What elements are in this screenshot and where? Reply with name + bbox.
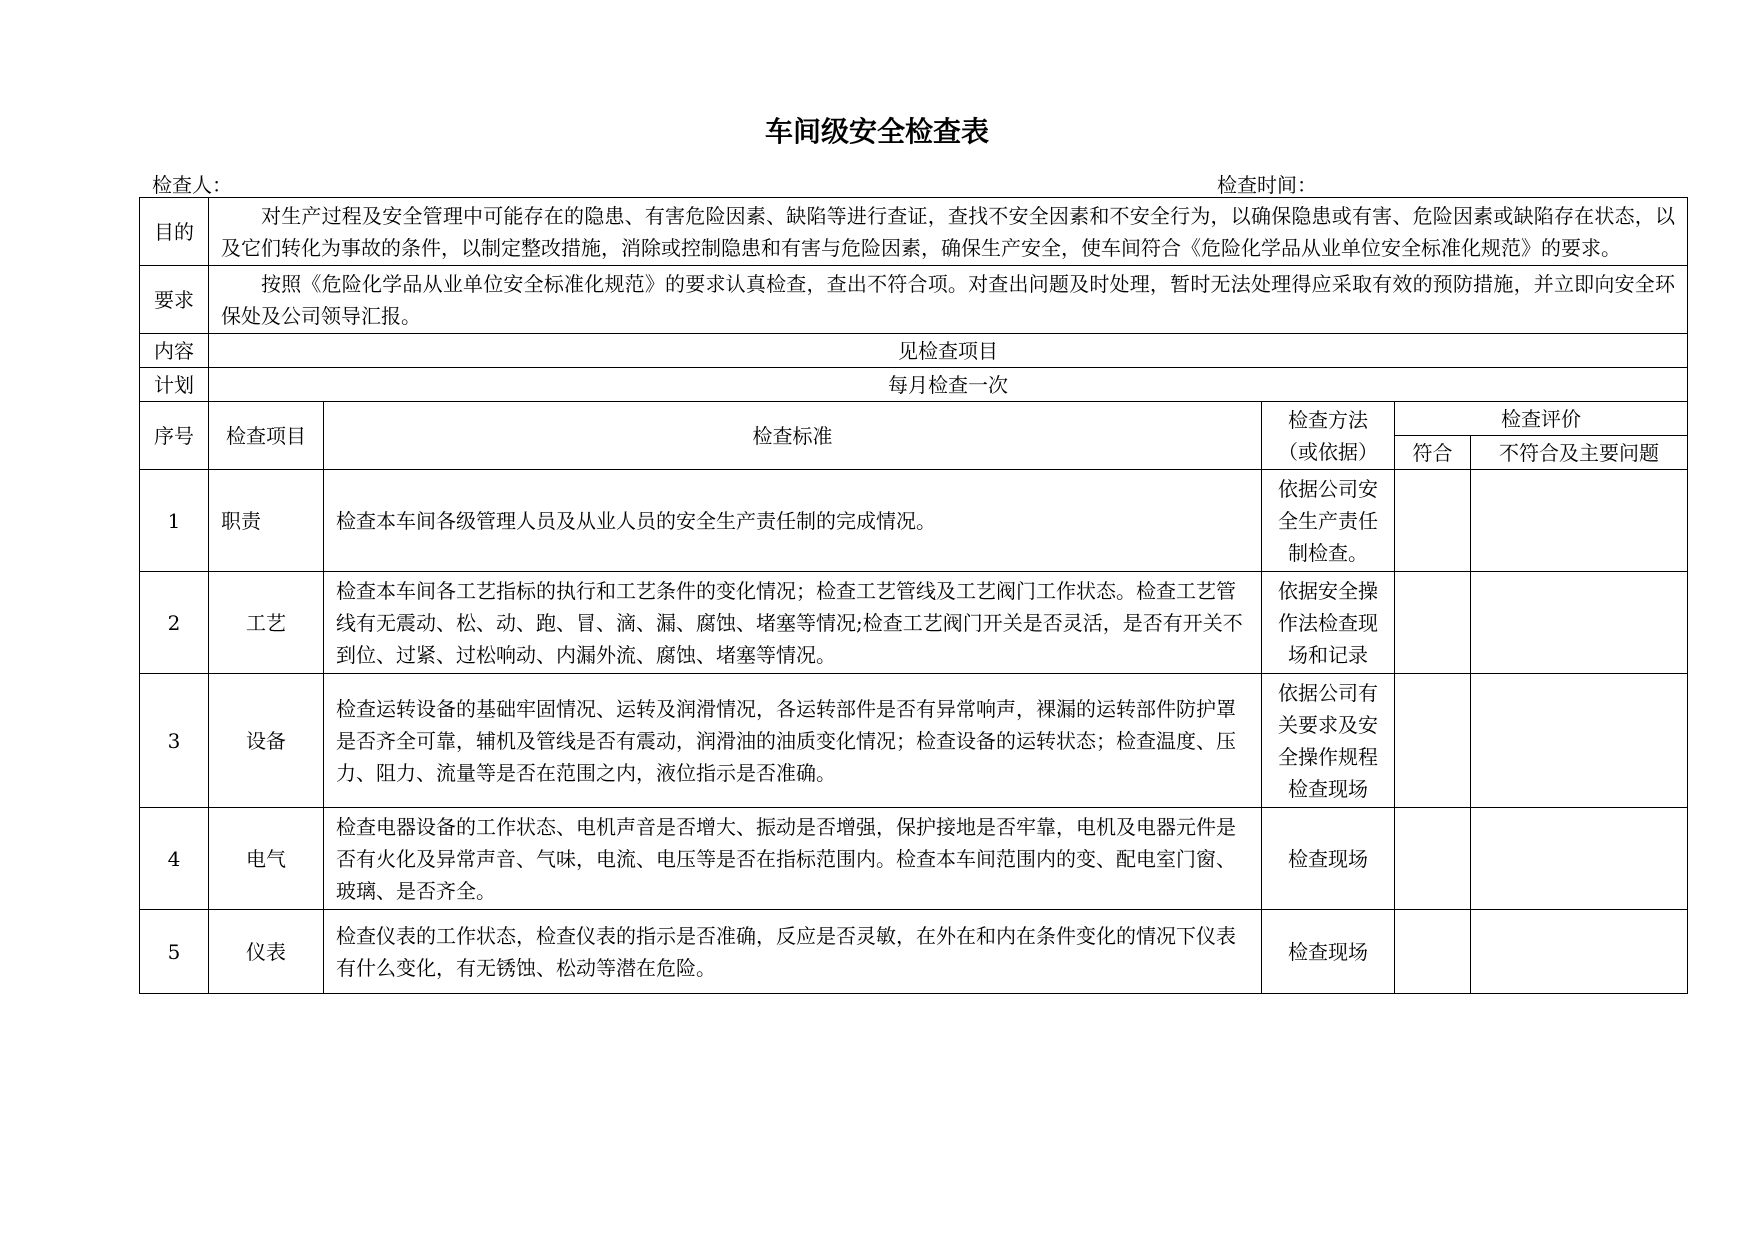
row-nonconform-cell bbox=[1471, 470, 1688, 572]
row-conform-cell bbox=[1395, 572, 1471, 674]
header-evaluation: 检查评价 bbox=[1395, 402, 1688, 436]
table-row bbox=[140, 572, 1688, 674]
row-conform-cell bbox=[1395, 470, 1471, 572]
row-nonconform-cell bbox=[1471, 808, 1688, 910]
inspection-time-label: 检查时间： bbox=[1217, 173, 1317, 197]
row-method: 依据公司安全生产责任制检查。 bbox=[1262, 470, 1395, 572]
content-row bbox=[140, 334, 1688, 368]
row-nonconform-cell bbox=[1471, 910, 1688, 994]
table-row bbox=[140, 470, 1688, 572]
row-no: 1 bbox=[140, 470, 209, 572]
content-label: 内容 bbox=[140, 334, 209, 368]
row-method: 检查现场 bbox=[1262, 808, 1395, 910]
purpose-text: 对生产过程及安全管理中可能存在的隐患、有害危险因素、缺陷等进行查证，查找不安全因素和不安全行为，以确保隐患或有害、危险因素或缺陷存在状态，以及它们转化为事故的条件，以制定整改措施，消除或控制隐患和有害与危险因素，确保生产安全，使车间符合《危险化学品从业单位安全标准化规范》的要求。 bbox=[209, 198, 1688, 266]
row-item: 职责 bbox=[209, 470, 324, 572]
table-row bbox=[140, 910, 1688, 994]
header-nonconform: 不符合及主要问题 bbox=[1471, 436, 1688, 470]
row-standard: 检查电器设备的工作状态、电机声音是否增大、振动是否增强，保护接地是否牢靠，电机及电器元件是否有火化及异常声音、气味，电流、电压等是否在指标范围内。检查本车间范围内的变、配电室门窗、玻璃、是否齐全。 bbox=[324, 808, 1262, 910]
row-method: 依据公司有关要求及安全操作规程检查现场 bbox=[1262, 674, 1395, 808]
row-standard: 检查运转设备的基础牢固情况、运转及润滑情况，各运转部件是否有异常响声，裸漏的运转部件防护罩是否齐全可靠，辅机及管线是否有震动，润滑油的油质变化情况；检查设备的运转状态；检查温度、压力、阻力、流量等是否在范围之内，液位指示是否准确。 bbox=[324, 674, 1262, 808]
plan-row bbox=[140, 368, 1688, 402]
requirement-text: 按照《危险化学品从业单位安全标准化规范》的要求认真检查，查出不符合项。对查出问题及时处理，暂时无法处理得应采取有效的预防措施，并立即向安全环保处及公司领导汇报。 bbox=[209, 266, 1688, 334]
content-text: 见检查项目 bbox=[209, 334, 1688, 368]
plan-text: 每月检查一次 bbox=[209, 368, 1688, 402]
row-conform-cell bbox=[1395, 910, 1471, 994]
header-method: 检查方法（或依据） bbox=[1262, 402, 1395, 470]
requirement-label: 要求 bbox=[140, 266, 209, 334]
page-title: 车间级安全检查表 bbox=[764, 115, 989, 148]
row-nonconform-cell bbox=[1471, 674, 1688, 808]
row-method: 依据安全操作法检查现场和记录 bbox=[1262, 572, 1395, 674]
row-item: 设备 bbox=[209, 674, 324, 808]
header-conform: 符合 bbox=[1395, 436, 1471, 470]
header-no: 序号 bbox=[140, 402, 209, 470]
row-method: 检查现场 bbox=[1262, 910, 1395, 994]
row-conform-cell bbox=[1395, 674, 1471, 808]
row-item: 工艺 bbox=[209, 572, 324, 674]
row-conform-cell bbox=[1395, 808, 1471, 910]
row-no: 4 bbox=[140, 808, 209, 910]
row-item: 仪表 bbox=[209, 910, 324, 994]
safety-checklist-table bbox=[139, 197, 1688, 994]
purpose-row bbox=[140, 198, 1688, 266]
row-nonconform-cell bbox=[1471, 572, 1688, 674]
row-no: 5 bbox=[140, 910, 209, 994]
row-standard: 检查本车间各级管理人员及从业人员的安全生产责任制的完成情况。 bbox=[324, 470, 1262, 572]
header-item: 检查项目 bbox=[209, 402, 324, 470]
plan-label: 计划 bbox=[140, 368, 209, 402]
row-standard: 检查本车间各工艺指标的执行和工艺条件的变化情况；检查工艺管线及工艺阀门工作状态。检查工艺管线有无震动、松、动、跑、冒、滴、漏、腐蚀、堵塞等情况;检查工艺阀门开关是否灵活，是否有开关不到位、过紧、过松响动、内漏外流、腐蚀、堵塞等情况。 bbox=[324, 572, 1262, 674]
requirement-row bbox=[140, 266, 1688, 334]
row-item: 电气 bbox=[209, 808, 324, 910]
table-row bbox=[140, 674, 1688, 808]
header-row bbox=[140, 402, 1688, 436]
row-standard: 检查仪表的工作状态，检查仪表的指示是否准确，反应是否灵敏，在外在和内在条件变化的情况下仪表有什么变化，有无锈蚀、松动等潜在危险。 bbox=[324, 910, 1262, 994]
inspector-label: 检查人： bbox=[152, 173, 232, 197]
header-standard: 检查标准 bbox=[324, 402, 1262, 470]
table-row bbox=[140, 808, 1688, 910]
purpose-label: 目的 bbox=[140, 198, 209, 266]
row-no: 3 bbox=[140, 674, 209, 808]
row-no: 2 bbox=[140, 572, 209, 674]
